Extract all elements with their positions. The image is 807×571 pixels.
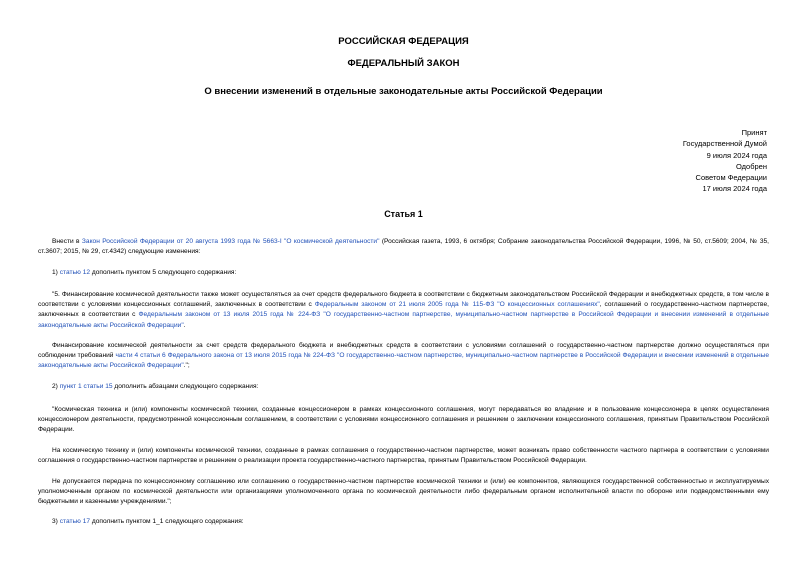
- paragraph-text: .: [183, 321, 186, 329]
- paragraph-text: Внести в: [52, 238, 82, 245]
- link-article-12[interactable]: статью 12: [59, 269, 91, 276]
- paragraph-intro: [38, 237, 769, 257]
- adoption-line: 17 июля 2024 года: [702, 184, 767, 194]
- paragraph-text: дополнить абзацами следующего содержания:: [112, 383, 259, 390]
- adoption-block: [683, 127, 767, 195]
- country-heading: РОССИЙСКАЯ ФЕДЕРАЦИЯ: [338, 36, 469, 47]
- paragraph-space-tech-ppp: На космическую технику и (или) компоненты космической техники, созданные в рамках соглашения о государственно-частном партнерстве, может возникать право собственности частного партнера в соответствии с условиями соглашения о государственно-частном партнерстве и решением о реализации проекта государственно-частного партнерства, принятым Правительством Российской Федерации.: [38, 447, 769, 465]
- paragraph-space-tech-concession: "Космическая техника и (или) компоненты космической техники, созданные концессионером в рамках концессионного соглашения, могут передаваться во владение и в пользование концессионера в целях осуществления концессионером деятельности, предусмотренной концессионным соглашением, в соответствии с условиями концессионного соглашения и решением о заключении концессионного соглашения, принятым Правительством Российской Федерации.: [38, 406, 769, 434]
- paragraph-text: (Российская газета, 1993, 6 октября; Собрание законодательства Российской Федерации, 1996, № 50, ст.5609; 2004, № 35, ст.3607; 2015, № 29, ст.4342) следующие изменения:: [38, 238, 770, 256]
- law-link-ppp-part-4[interactable]: части 4 статьи 6 Федерального закона от 13 июля 2015 года № 224-ФЗ "О государственно-частном партнерстве, муниципально-частном партнерстве в Российской Федерации и внесении изменений в отдельные законодательные акты Российской Федерации": [38, 352, 769, 370]
- paragraph-text: 2): [52, 383, 60, 390]
- paragraph-item-2: [38, 382, 769, 392]
- article-title: Статья 1: [384, 209, 423, 219]
- adoption-line: 9 июля 2024 года: [706, 150, 767, 160]
- adoption-line: Одобрен: [736, 161, 767, 171]
- paragraph-text: 1): [52, 269, 60, 276]
- paragraph-text: 3): [52, 518, 60, 525]
- paragraph-text: .";: [183, 362, 190, 370]
- link-article-15[interactable]: пункт 1 статьи 15: [59, 383, 113, 390]
- paragraph-item-1: [38, 268, 769, 278]
- law-link-ppp[interactable]: Федеральным законом от 13 июля 2015 года № 224-ФЗ "О государственно-частном партнерстве, муниципально-частном партнерстве в Российской Федерации и внесении изменений в отдельные законодательные акты Российской Федерации": [38, 311, 769, 329]
- paragraph-text: дополнить пунктом 1_1 следующего содержания:: [90, 518, 244, 525]
- link-article-17[interactable]: статью 17: [59, 518, 91, 525]
- paragraph-transfer-restriction: Не допускается передача по концессионному соглашению или соглашению о государственно-частном партнерстве космической техники и (или) ее компонентов, являющихся государственной собственностью и эксплуатируемых уполномоченным органом по космической деятельности или организациями уполномоченного органа по космической деятельности либо федеральным органом исполнительной власти по обороне или подведомственными ему бюджетными и казенными учреждениями.";: [38, 478, 769, 506]
- paragraph-item-5: [38, 290, 769, 331]
- paragraph-text: Финансирование космической деятельности за счет средств федерального бюджета и внебюджетных средств в соответствии с условиями соглашений о государственно-частном партнерстве должно осуществляться при соблюдении требований: [38, 342, 769, 360]
- adoption-line: Принят: [741, 128, 767, 137]
- paragraph-financing: [38, 341, 769, 372]
- adoption-line: Государственной Думой: [682, 139, 767, 149]
- paragraph-text: дополнить пунктом 5 следующего содержания:: [90, 269, 237, 276]
- paragraph-text: "5. Финансирование космической деятельности также может осуществляться за счет средств федерального бюджета в соответствии с бюджетным законодательством Российской Федерации и внебюджетных средств, в том числе в соответствии с условиями концессионных соглашений, заключенных в соответствии с: [38, 291, 769, 309]
- law-link-space-activity[interactable]: Закон Российской Федерации от 20 августа 1993 года № 5663-I "О космической деятельности": [81, 238, 380, 245]
- document-type-heading: ФЕДЕРАЛЬНЫЙ ЗАКОН: [347, 58, 460, 69]
- paragraph-item-3: [38, 517, 769, 527]
- paragraph-text: , соглашений о государственно-частном партнерстве, заключенных в соответствии с: [38, 301, 769, 319]
- law-link-concession[interactable]: Федеральным законом от 21 июля 2005 года № 115-ФЗ "О концессионных соглашениях": [314, 301, 600, 309]
- adoption-line: Советом Федерации: [695, 173, 767, 183]
- document-title: О внесении изменений в отдельные законодательные акты Российской Федерации: [204, 86, 603, 97]
